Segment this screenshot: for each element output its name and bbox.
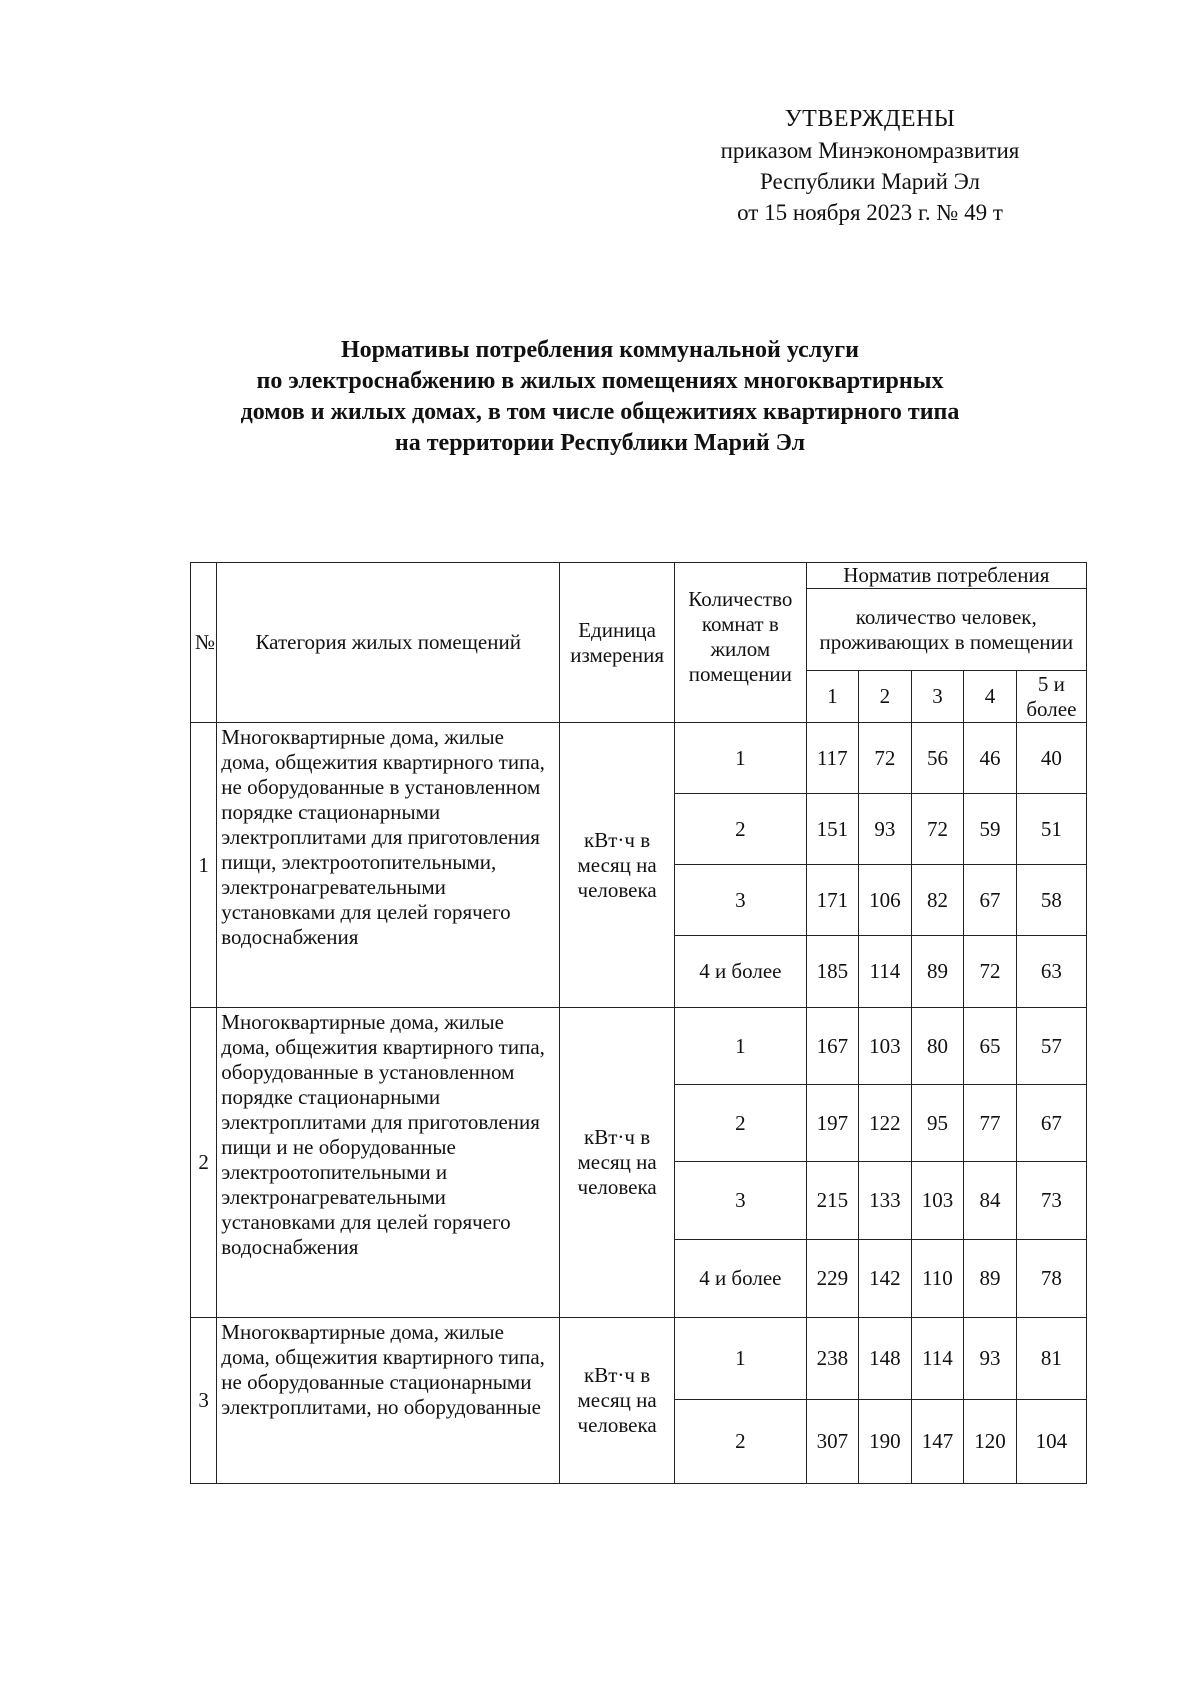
header-persons-4: 4	[964, 671, 1017, 723]
rooms-count: 1	[675, 723, 806, 794]
norm-value-persons-1: 307	[806, 1400, 859, 1484]
norm-value-persons-3: 72	[911, 794, 964, 865]
norm-value-persons-2: 72	[859, 723, 912, 794]
norm-value-persons-5: 63	[1016, 936, 1086, 1008]
rooms-count: 4 и более	[675, 936, 806, 1008]
header-persons-1: 1	[806, 671, 859, 723]
norm-value-persons-5: 104	[1016, 1400, 1086, 1484]
rooms-count: 2	[675, 1085, 806, 1162]
row-number: 1	[191, 723, 217, 1008]
approval-line-2: Республики Марий Эл	[759, 169, 981, 194]
rooms-count: 2	[675, 794, 806, 865]
header-rooms: Количество комнат в жилом помещении	[675, 563, 806, 723]
approval-line-3: от 15 ноября 2023 г. № 49 т	[737, 200, 1003, 225]
norm-value-persons-2: 114	[859, 936, 912, 1008]
norm-value-persons-3: 110	[911, 1240, 964, 1318]
row-category: Многоквартирные дома, жилые дома, общежития квартирного типа, оборудованные в установленном порядке стационарными электроплитами для приготовления пищи и не оборудованные электроотопительными и электронагревательными установками для целей горячего водоснабжения	[217, 1008, 560, 1318]
norm-value-persons-4: 89	[964, 1240, 1017, 1318]
row-number: 2	[191, 1008, 217, 1318]
norm-value-persons-4: 120	[964, 1400, 1017, 1484]
norm-value-persons-5: 40	[1016, 723, 1086, 794]
norm-value-persons-4: 77	[964, 1085, 1017, 1162]
row-unit: кВт·ч в месяц на человека	[560, 1008, 675, 1318]
rooms-count: 3	[675, 1162, 806, 1240]
norm-value-persons-2: 103	[859, 1008, 912, 1085]
norm-value-persons-3: 89	[911, 936, 964, 1008]
norm-value-persons-5: 73	[1016, 1162, 1086, 1240]
norm-value-persons-5: 67	[1016, 1085, 1086, 1162]
title-line-3: домов и жилых домах, в том числе общежитиях квартирного типа	[240, 399, 960, 425]
norm-value-persons-3: 114	[911, 1318, 964, 1400]
rooms-count: 4 и более	[675, 1240, 806, 1318]
norm-value-persons-1: 117	[806, 723, 859, 794]
row-category: Многоквартирные дома, жилые дома, общежития квартирного типа, не оборудованные в установленном порядке стационарными электроплитами для приготовления пищи, электроотопительными, электронагревательными установками для целей горячего водоснабжения	[217, 723, 560, 1008]
norm-value-persons-4: 72	[964, 936, 1017, 1008]
header-persons-5: 5 и более	[1016, 671, 1086, 723]
rooms-count: 3	[675, 865, 806, 936]
title-line-1: Нормативы потребления коммунальной услуги	[341, 337, 859, 363]
norm-value-persons-5: 81	[1016, 1318, 1086, 1400]
document-title	[150, 335, 1050, 459]
norm-value-persons-1: 185	[806, 936, 859, 1008]
norm-value-persons-1: 171	[806, 865, 859, 936]
norm-value-persons-4: 46	[964, 723, 1017, 794]
approval-line-1: приказом Минэкономразвития	[720, 138, 1020, 163]
approval-heading: УТВЕРЖДЕНЫ	[784, 106, 956, 132]
rooms-count: 1	[675, 1008, 806, 1085]
title-line-4: на территории Республики Марий Эл	[394, 430, 806, 456]
norm-value-persons-5: 58	[1016, 865, 1086, 936]
norm-value-persons-1: 167	[806, 1008, 859, 1085]
norm-value-persons-5: 78	[1016, 1240, 1086, 1318]
norm-value-persons-4: 93	[964, 1318, 1017, 1400]
norms-body	[191, 723, 1087, 1484]
norm-value-persons-3: 103	[911, 1162, 964, 1240]
header-norm: Норматив потребления	[806, 563, 1086, 589]
header-number: №	[191, 563, 217, 723]
table-row	[191, 723, 1087, 794]
norm-value-persons-2: 93	[859, 794, 912, 865]
norm-value-persons-1: 151	[806, 794, 859, 865]
norm-value-persons-3: 147	[911, 1400, 964, 1484]
table-row	[191, 1008, 1087, 1085]
norms-table	[190, 562, 1087, 1484]
header-unit: Единица измерения	[560, 563, 675, 723]
norm-value-persons-2: 148	[859, 1318, 912, 1400]
norm-value-persons-2: 190	[859, 1400, 912, 1484]
header-persons-2: 2	[859, 671, 912, 723]
norm-value-persons-3: 80	[911, 1008, 964, 1085]
norm-value-persons-1: 197	[806, 1085, 859, 1162]
title-line-2: по электроснабжению в жилых помещениях многоквартирных	[256, 368, 944, 394]
norm-value-persons-1: 215	[806, 1162, 859, 1240]
norm-value-persons-3: 95	[911, 1085, 964, 1162]
rooms-count: 2	[675, 1400, 806, 1484]
row-unit: кВт·ч в месяц на человека	[560, 723, 675, 1008]
norm-value-persons-3: 56	[911, 723, 964, 794]
norm-value-persons-1: 229	[806, 1240, 859, 1318]
norm-value-persons-2: 106	[859, 865, 912, 936]
row-category: Многоквартирные дома, жилые дома, общежития квартирного типа, не оборудованные стационарными электроплитами, но оборудованные	[217, 1318, 560, 1484]
row-unit: кВт·ч в месяц на человека	[560, 1318, 675, 1484]
header-persons-3: 3	[911, 671, 964, 723]
table-row	[191, 1318, 1087, 1400]
norm-value-persons-4: 67	[964, 865, 1017, 936]
row-number: 3	[191, 1318, 217, 1484]
norm-value-persons-2: 133	[859, 1162, 912, 1240]
norm-value-persons-5: 51	[1016, 794, 1086, 865]
norm-value-persons-2: 142	[859, 1240, 912, 1318]
approval-block	[660, 104, 1080, 228]
norm-value-persons-3: 82	[911, 865, 964, 936]
rooms-count: 1	[675, 1318, 806, 1400]
norm-value-persons-2: 122	[859, 1085, 912, 1162]
header-persons: количество человек, проживающих в помещении	[806, 589, 1086, 671]
norm-value-persons-4: 65	[964, 1008, 1017, 1085]
norm-value-persons-4: 59	[964, 794, 1017, 865]
norm-value-persons-5: 57	[1016, 1008, 1086, 1085]
norm-value-persons-4: 84	[964, 1162, 1017, 1240]
norm-value-persons-1: 238	[806, 1318, 859, 1400]
header-category: Категория жилых помещений	[217, 563, 560, 723]
